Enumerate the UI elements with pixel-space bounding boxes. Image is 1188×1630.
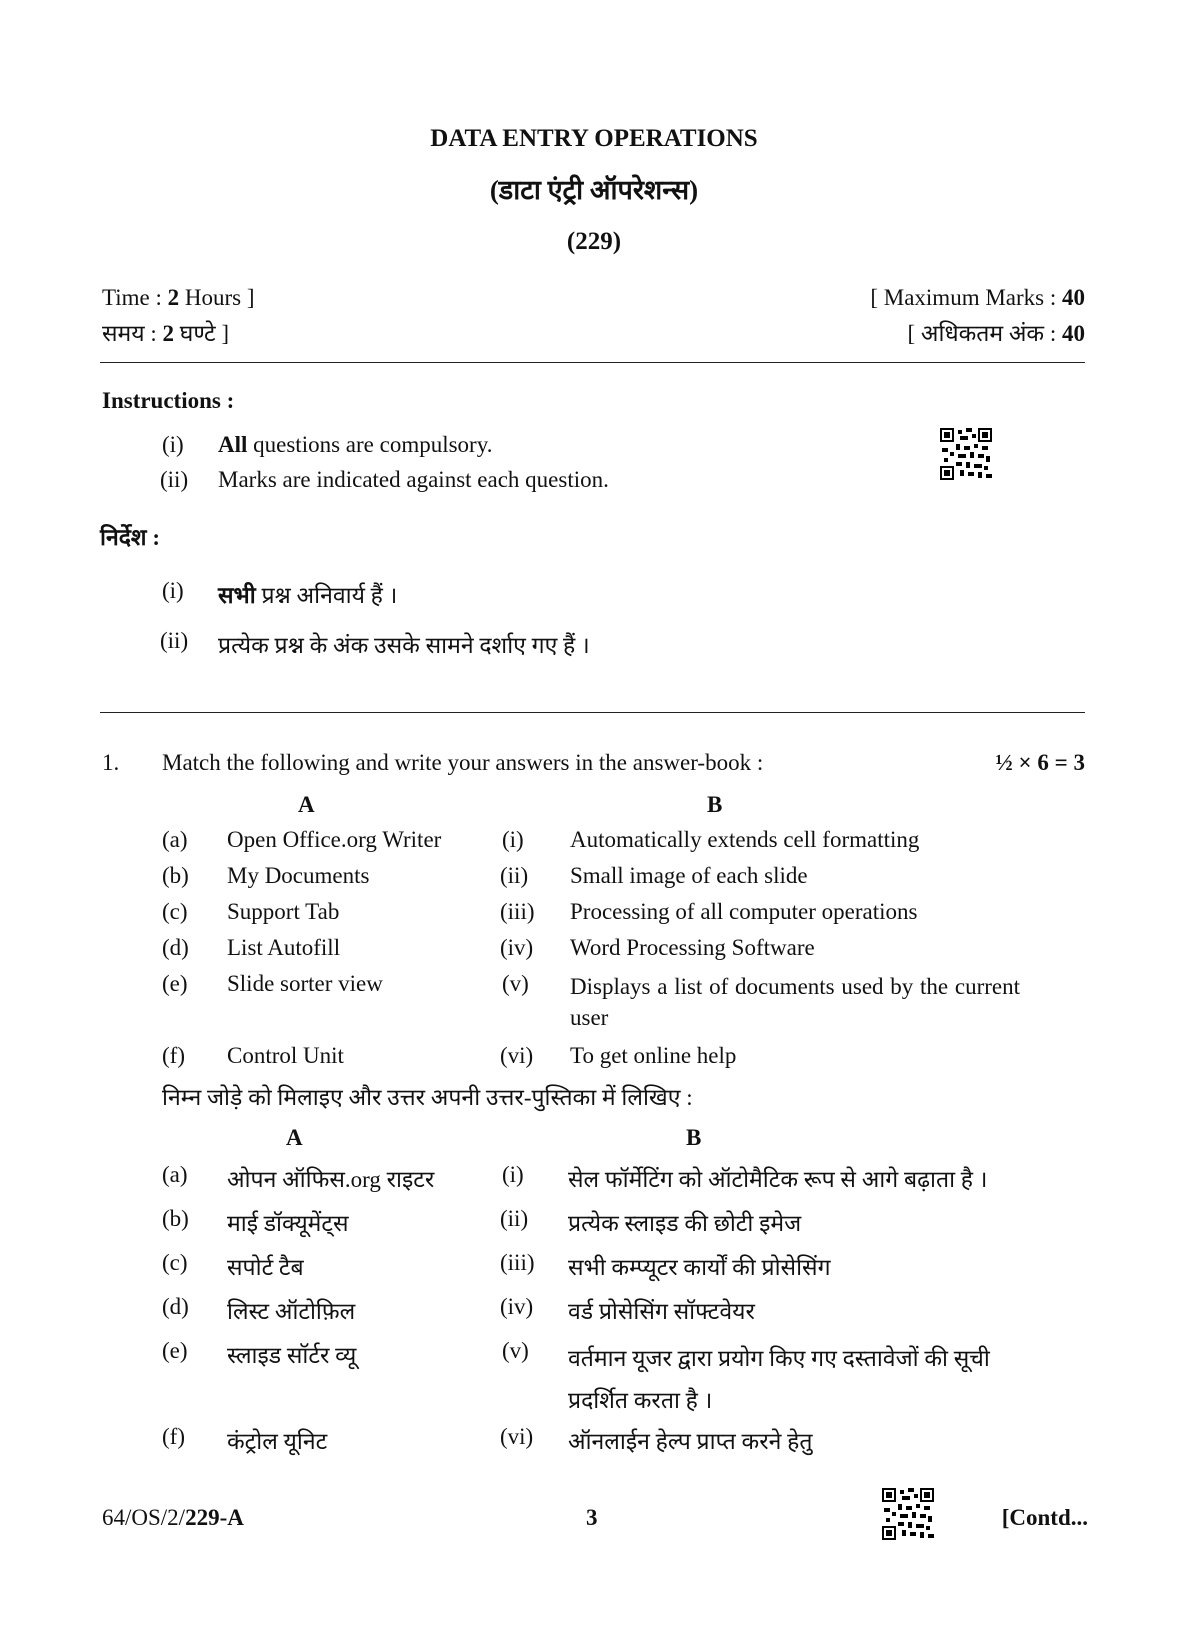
row-a-text: My Documents — [227, 863, 370, 888]
instruction-item-hindi: (i) — [162, 578, 184, 603]
row-b-text: प्रत्येक स्लाइड की छोटी इमेज — [568, 1211, 802, 1236]
divider — [100, 362, 1085, 363]
instructions-heading-hindi: निर्देश : — [100, 525, 160, 550]
row-a-num: (f) — [162, 1424, 185, 1449]
row-b-num: (vi) — [500, 1043, 534, 1068]
instruction-text-hindi: प्रत्येक प्रश्न के अंक उसके सामने दर्शाए गए हैं । — [218, 633, 590, 658]
page-title-hindi: (डाटा एंट्री ऑपरेशन्स) — [489, 175, 699, 205]
row-b-num: (v) — [502, 971, 529, 996]
row-a-num: (c) — [162, 899, 188, 924]
row-b-num: (iv) — [500, 1294, 534, 1319]
row-a-text: Control Unit — [227, 1043, 344, 1068]
row-b-text: सेल फॉर्मेटिंग को ऑटोमैटिक रूप से आगे बढ़ाता है । — [568, 1167, 988, 1192]
row-a-text: कंट्रोल यूनिट — [227, 1429, 328, 1454]
row-b-num: (iii) — [500, 899, 535, 924]
row-b-text: Displays a list of documents used by the current user — [570, 974, 1020, 1030]
row-b-num: (vi) — [500, 1424, 534, 1449]
question-text: Match the following and write your answers in the answer-book : — [162, 750, 764, 775]
row-a-text: List Autofill — [227, 935, 341, 960]
row-a-text: Open Office.org Writer — [227, 827, 442, 852]
row-b-text: Automatically extends cell formatting — [570, 827, 920, 852]
row-b-text: Word Processing Software — [570, 935, 815, 960]
qr-code — [882, 1488, 934, 1540]
row-a-text: ओपन ऑफिस.org राइटर — [227, 1167, 435, 1192]
row-a-num: (d) — [162, 935, 189, 960]
row-b-text: Small image of each slide — [570, 863, 808, 888]
instruction-text: Marks are indicated against each question. — [218, 467, 609, 492]
row-a-num: (f) — [162, 1043, 185, 1068]
instruction-item-hindi: (ii) — [160, 628, 189, 653]
row-b-text: ऑनलाईन हेल्प प्राप्त करने हेतु — [568, 1429, 813, 1454]
column-b-heading-hindi: B — [686, 1125, 702, 1150]
row-a-text: स्लाइड सॉर्टर व्यू — [227, 1343, 357, 1368]
row-b-text: Processing of all computer operations — [570, 899, 918, 924]
row-a-num: (b) — [162, 1206, 189, 1231]
row-a-num: (e) — [162, 1338, 188, 1363]
row-a-num: (c) — [162, 1250, 188, 1275]
qr-code — [940, 428, 992, 480]
row-b-num: (iii) — [500, 1250, 535, 1275]
row-a-num: (a) — [162, 827, 188, 852]
row-a-text: माई डॉक्यूमेंट्स — [227, 1211, 349, 1236]
time-line-hindi: समय : 2 घण्टे ] — [102, 321, 230, 346]
column-b-heading: B — [707, 792, 723, 817]
contd-label: [Contd... — [1001, 1505, 1088, 1530]
max-marks-line-hindi: [ अधिकतम अंक : 40 — [907, 321, 1085, 346]
column-a-heading: A — [298, 792, 315, 817]
time-line: Time : 2 Hours ] — [102, 285, 255, 310]
row-a-num: (d) — [162, 1294, 189, 1319]
subject-code: (229) — [566, 228, 622, 255]
page-number: 3 — [586, 1505, 598, 1530]
row-b-num: (v) — [502, 1338, 529, 1363]
instruction-item: (ii) — [160, 467, 189, 492]
instruction-item: (i) — [162, 432, 184, 457]
row-b-num: (i) — [502, 827, 524, 852]
instructions-heading: Instructions : — [102, 388, 235, 413]
row-b-text: वर्तमान यूजर द्वारा प्रयोग किए गए दस्तावेजों की सूची प्रदर्शित करता है । — [568, 1346, 990, 1413]
row-a-num: (b) — [162, 863, 189, 888]
page-title: DATA ENTRY OPERATIONS — [430, 125, 758, 152]
instruction-text-hindi: सभी प्रश्न अनिवार्य हैं । — [218, 583, 398, 608]
row-b-text: वर्ड प्रोसेसिंग सॉफ्टवेयर — [568, 1299, 755, 1324]
paper-code: 64/OS/2/229-A — [102, 1505, 244, 1530]
question-marks: ½ × 6 = 3 — [995, 750, 1085, 775]
row-a-text: सपोर्ट टैब — [227, 1255, 304, 1280]
row-a-text: लिस्ट ऑटोफ़िल — [227, 1299, 356, 1324]
divider — [100, 712, 1085, 713]
row-b-text: सभी कम्प्यूटर कार्यों की प्रोसेसिंग — [568, 1255, 831, 1280]
column-a-heading-hindi: A — [286, 1125, 303, 1150]
row-a-num: (e) — [162, 971, 188, 996]
row-b-text: To get online help — [570, 1043, 737, 1068]
row-a-num: (a) — [162, 1162, 188, 1187]
row-b-num: (i) — [502, 1162, 524, 1187]
row-a-text: Support Tab — [227, 899, 340, 924]
instruction-text: All questions are compulsory. — [218, 432, 493, 457]
max-marks-line: [ Maximum Marks : 40 — [870, 285, 1085, 310]
row-a-text: Slide sorter view — [227, 971, 383, 996]
row-b-num: (ii) — [500, 1206, 529, 1231]
question-text-hindi: निम्न जोड़े को मिलाइए और उत्तर अपनी उत्तर-पुस्तिका में लिखिए : — [162, 1085, 693, 1110]
row-b-num: (iv) — [500, 935, 534, 960]
row-b-num: (ii) — [500, 863, 529, 888]
question-number: 1. — [102, 750, 120, 775]
